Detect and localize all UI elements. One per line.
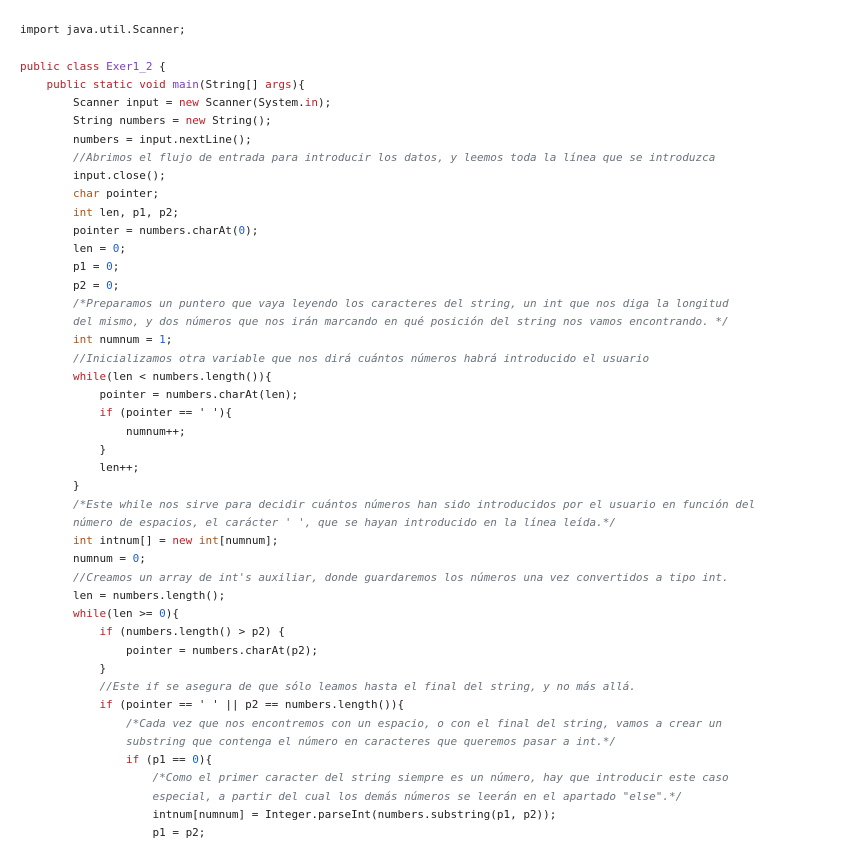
code-line[interactable] <box>20 423 848 441</box>
code-line[interactable] <box>20 441 848 459</box>
code-line[interactable] <box>20 58 848 76</box>
code-token-pl <box>20 370 73 383</box>
code-token-ty: int <box>72 205 93 219</box>
code-token-pl: (pointer == ' '){ <box>112 406 232 420</box>
code-token-ty: int <box>72 333 93 347</box>
code-token-pl: ){ <box>165 607 179 620</box>
code-token-cm: /*Como el primer caracter del string siempre es un número, hay que introducir este caso <box>152 771 729 785</box>
code-token-pl <box>20 187 73 200</box>
code-line[interactable] <box>20 167 848 185</box>
code-token-num: 0 <box>192 753 199 766</box>
code-token-kw: if <box>125 753 140 766</box>
code-token-pl: numnum++; <box>20 424 186 438</box>
code-token-pl: (pointer == ' ' || p2 == numbers.length()){ <box>112 698 405 712</box>
code-token-pl: intnum[] = <box>92 534 173 547</box>
code-token-pl: (String[] <box>198 77 266 91</box>
code-token-kw: public static void <box>46 77 173 91</box>
code-token-pl: (len >= <box>106 607 160 620</box>
code-token-num: 1 <box>159 333 166 347</box>
code-token-pl <box>20 516 73 529</box>
code-token-pl: Scanner input = <box>20 96 179 109</box>
code-line[interactable] <box>20 459 848 477</box>
code-token-pl <box>20 771 152 784</box>
code-token-pl <box>20 352 73 365</box>
code-token-pl: } <box>20 479 80 493</box>
code-token-pl <box>20 297 73 310</box>
code-token-kw: if <box>99 625 113 639</box>
code-token-cm: del mismo, y dos números que nos irán marcando en qué posición del string nos vamos encontrando. */ <box>72 315 729 328</box>
code-line[interactable] <box>20 477 848 495</box>
code-token-pl: len = numbers.length(); <box>20 588 226 602</box>
code-token-cm: /*Este while nos sirve para decidir cuántos números han sido introducidos por el usuario en función del <box>72 497 756 511</box>
code-line[interactable] <box>20 21 848 39</box>
code-token-ty: int <box>198 534 219 547</box>
code-token-num: 0 <box>106 278 113 292</box>
code-token-pl <box>20 753 126 766</box>
code-token-cm: especial, a partir del cual los demás números se leerán en el apartado "else".*/ <box>152 789 683 803</box>
code-token-num: 0 <box>132 552 140 566</box>
code-line[interactable] <box>20 404 848 422</box>
code-token-pl: input.close(); <box>20 169 166 182</box>
code-token-pl: ){ <box>291 77 305 91</box>
code-token-pl: numbers = input.nextLine(); <box>20 132 252 146</box>
code-token-pl: ; <box>165 333 173 347</box>
code-token-kw: while <box>72 607 107 620</box>
code-token-pl: p1 = <box>20 260 107 274</box>
code-token-pl <box>20 680 99 693</box>
code-line[interactable] <box>20 715 848 733</box>
code-token-cm: /*Cada vez que nos encontremos con un espacio, o con el final del string, vamos a crear un <box>125 716 722 730</box>
code-token-pl: import java.util.Scanner; <box>20 23 186 36</box>
code-line[interactable] <box>20 569 848 587</box>
code-line[interactable] <box>20 496 848 514</box>
code-token-pl: } <box>20 661 107 675</box>
code-token-kw: while <box>72 369 107 383</box>
code-token-cm: número de espacios, el carácter ' ', que se hayan introducido en la línea leída.*/ <box>72 515 617 529</box>
code-line[interactable] <box>20 605 848 623</box>
code-line[interactable] <box>20 623 848 641</box>
code-token-num: 0 <box>112 242 120 255</box>
code-line[interactable] <box>20 368 848 386</box>
code-token-pl: len++; <box>20 461 140 474</box>
code-token-pl: (numbers.length() > p2) { <box>112 625 285 639</box>
code-token-pl <box>20 151 73 164</box>
code-line[interactable] <box>20 751 848 769</box>
code-token-pl: ; <box>112 278 120 292</box>
code-line[interactable] <box>20 514 848 532</box>
code-token-num: 0 <box>106 260 113 274</box>
code-line[interactable] <box>20 277 848 295</box>
code-token-kw: if <box>99 698 113 712</box>
code-token-pl: { <box>152 59 166 73</box>
code-token-pl: pointer = numbers.charAt( <box>20 223 239 237</box>
code-token-pl: ; <box>119 242 126 255</box>
code-token-pl: len = <box>20 242 113 255</box>
code-line[interactable] <box>20 660 848 678</box>
code-token-ty: char <box>72 187 100 201</box>
code-token-cm: //Creamos un array de int's auxiliar, donde guardaremos los números una vez convertidos a tipo int. <box>72 570 729 584</box>
code-token-pl: [numnum]; <box>218 534 279 547</box>
code-token-pl: } <box>20 442 107 456</box>
code-line[interactable] <box>20 94 848 112</box>
code-token-num: 0 <box>159 607 166 620</box>
code-token-pl: ); <box>318 96 332 109</box>
code-token-pl <box>20 698 99 711</box>
code-line[interactable] <box>20 185 848 203</box>
code-token-kw: new <box>185 114 206 128</box>
code-token-pl <box>192 534 199 547</box>
code-token-kw: new <box>172 534 193 547</box>
code-token-pl <box>20 717 126 730</box>
code-token-kw: new <box>178 96 199 109</box>
code-token-pl: intnum[numnum] = Integer.parseInt(numbers.substring(p1, p2)); <box>20 807 557 821</box>
code-token-fn: main <box>172 77 199 91</box>
code-line[interactable] <box>20 642 848 660</box>
code-token-ty: int <box>72 534 93 547</box>
code-token-pl <box>20 607 73 620</box>
code-token-pl <box>20 735 126 748</box>
code-token-pl: ); <box>245 223 259 237</box>
code-line[interactable] <box>20 258 848 276</box>
code-line[interactable] <box>20 204 848 222</box>
code-line[interactable] <box>20 696 848 714</box>
code-token-pl <box>20 534 73 547</box>
code-token-fn: Exer1_2 <box>106 59 153 73</box>
code-line[interactable] <box>20 222 848 240</box>
code-token-pl: (len < numbers.length()){ <box>106 369 272 383</box>
code-line[interactable] <box>20 788 848 806</box>
code-token-num: 0 <box>238 223 246 237</box>
code-token-pl: ; <box>139 552 146 566</box>
code-token-pl <box>20 406 99 419</box>
code-line[interactable] <box>20 131 848 149</box>
code-token-pl: pointer = numbers.charAt(p2); <box>20 643 319 657</box>
code-token-cm: /*Preparamos un puntero que vaya leyendo los caracteres del string, un int que nos diga la longitud <box>72 296 729 310</box>
code-line[interactable] <box>20 678 848 696</box>
code-token-pl <box>20 625 99 638</box>
code-line[interactable] <box>20 39 848 57</box>
code-line[interactable] <box>20 386 848 404</box>
code-token-pl: pointer = numbers.charAt(len); <box>20 388 299 401</box>
code-token-kw: in <box>304 96 319 109</box>
code-token-pl: pointer; <box>99 187 160 201</box>
code-token-pl: len, p1, p2; <box>92 205 179 219</box>
code-line[interactable] <box>20 733 848 751</box>
code-line[interactable] <box>20 149 848 167</box>
code-token-pl: p1 = p2; <box>20 826 206 839</box>
code-line[interactable] <box>20 76 848 94</box>
code-line[interactable] <box>20 806 848 824</box>
code-line[interactable] <box>20 313 848 331</box>
code-line[interactable] <box>20 550 848 568</box>
code-token-pl <box>20 78 47 91</box>
code-line[interactable] <box>20 112 848 130</box>
code-token-kw: public class <box>20 59 107 73</box>
code-token-pl: p2 = <box>20 278 107 292</box>
code-token-pl <box>20 333 73 346</box>
code-token-pl <box>20 315 73 328</box>
code-line[interactable] <box>20 824 848 842</box>
code-line[interactable] <box>20 769 848 787</box>
code-token-pl: String numbers = <box>20 114 186 128</box>
code-token-pl: numnum = <box>92 333 160 347</box>
code-line[interactable] <box>20 331 848 349</box>
code-token-cm: //Inicializamos otra variable que nos dirá cuántos números habrá introducido el usuario <box>72 351 650 365</box>
code-token-pl: String(); <box>205 114 272 128</box>
code-token-pl <box>20 206 73 219</box>
code-token-pl: ){ <box>198 753 213 766</box>
code-line[interactable] <box>20 532 848 550</box>
code-line[interactable] <box>20 240 848 258</box>
code-token-pl: ; <box>112 260 120 274</box>
code-line[interactable] <box>20 587 848 605</box>
code-token-cm: //Este if se asegura de que sólo leamos hasta el final del string, y no más allá. <box>99 680 636 693</box>
code-token-kw: if <box>99 406 113 420</box>
code-token-pl: Scanner(System. <box>198 96 305 109</box>
code-token-pl <box>20 571 73 584</box>
code-token-pl: (p1 == <box>139 753 193 766</box>
code-token-kw: args <box>265 77 292 91</box>
code-token-cm: substring que contenga el número en caracteres que queremos pasar a int.*/ <box>125 734 617 748</box>
code-token-pl <box>20 498 73 511</box>
code-line[interactable] <box>20 350 848 368</box>
code-token-pl <box>20 790 152 803</box>
code-line[interactable] <box>20 295 848 313</box>
code-token-cm: //Abrimos el flujo de entrada para introducir los datos, y leemos toda la línea que se introduzca <box>72 150 716 164</box>
code-token-pl: numnum = <box>20 552 133 566</box>
